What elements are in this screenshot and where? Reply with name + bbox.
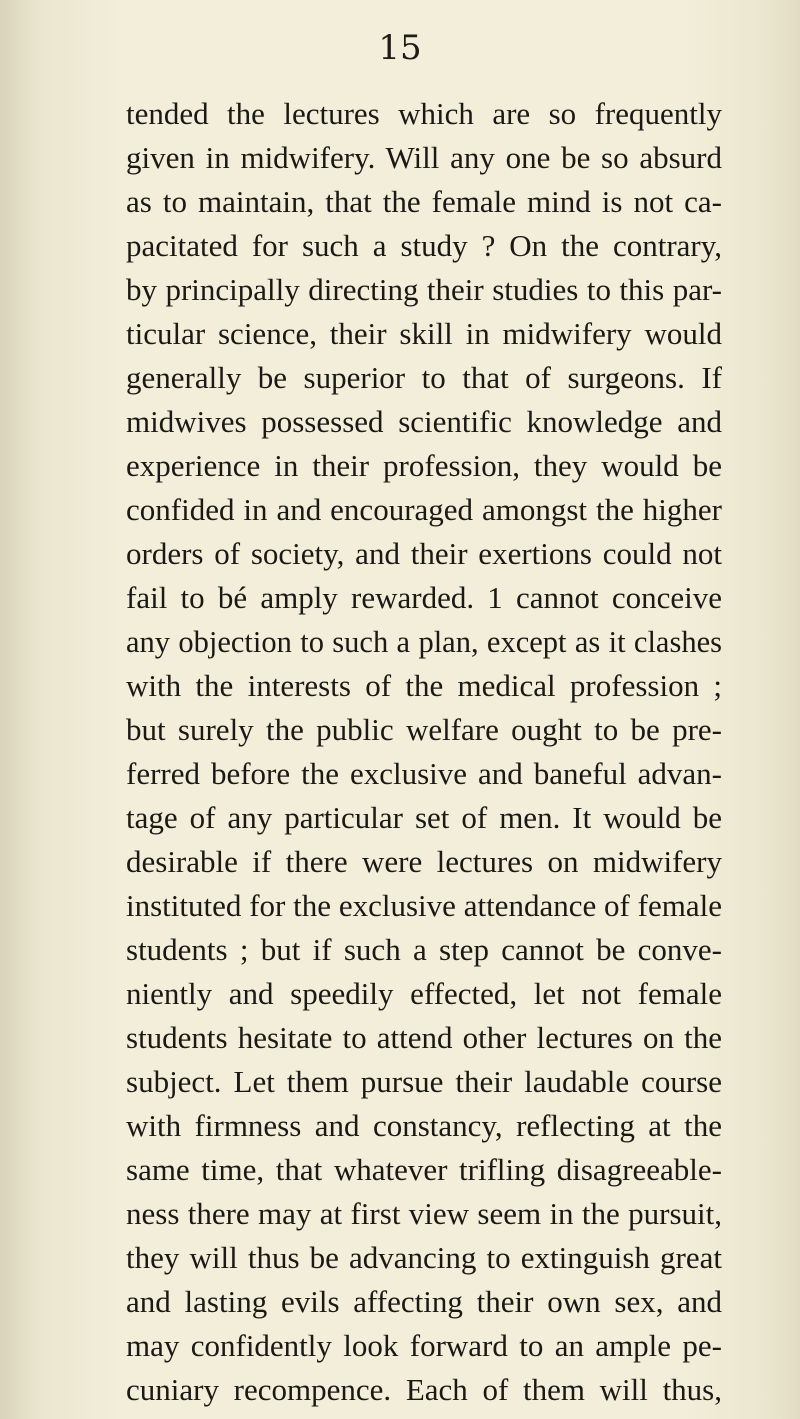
text-line: students hesitate to attend other lectures on the	[126, 1020, 722, 1055]
text-line: ticular science, their skill in midwifery would	[126, 316, 722, 351]
text-line: desirable if there were lectures on midwifery	[126, 844, 722, 879]
text-line: but surely the public welfare ought to be pre-	[126, 712, 722, 747]
text-line: with firmness and constancy, reflecting at the	[126, 1108, 722, 1143]
text-line: experience in their profession, they would be	[126, 448, 722, 483]
text-line: given in midwifery. Will any one be so absurd	[126, 140, 722, 175]
text-line: as to maintain, that the female mind is not ca-	[126, 184, 722, 219]
text-line: same time, that whatever trifling disagreeable-	[126, 1152, 722, 1187]
text-line: fail to bé amply rewarded. 1 cannot conceive	[126, 580, 722, 615]
text-line: by principally directing their studies to this par-	[126, 272, 722, 307]
text-line: instituted for the exclusive attendance of female	[126, 888, 722, 923]
text-line: orders of society, and their exertions could not	[126, 536, 722, 571]
text-line: subject. Let them pursue their laudable course	[126, 1064, 722, 1099]
text-line: ferred before the exclusive and baneful advan-	[126, 756, 722, 791]
text-line: tended the lectures which are so frequently	[126, 96, 722, 131]
text-line: may confidently look forward to an ample pe-	[126, 1328, 722, 1363]
text-line: any objection to such a plan, except as it clashes	[126, 625, 722, 659]
text-line: cuniary recompence. Each of them will thus,	[126, 1372, 722, 1407]
text-line: confided in and encouraged amongst the higher	[126, 492, 722, 527]
text-line: students ; but if such a step cannot be conve-	[126, 932, 722, 967]
text-line: ness there may at first view seem in the pursuit,	[126, 1196, 722, 1231]
text-line: midwives possessed scientific knowledge and	[126, 404, 722, 439]
text-line: pacitated for such a study ? On the contrary,	[126, 228, 722, 263]
text-line: with the interests of the medical profession ;	[126, 668, 722, 703]
body-text	[126, 92, 722, 1412]
text-line: and lasting evils affecting their own sex, and	[126, 1284, 722, 1319]
text-line: they will thus be advancing to extinguish great	[126, 1240, 722, 1275]
text-line: generally be superior to that of surgeons. If	[126, 360, 722, 395]
page-number: 15	[378, 28, 422, 68]
text-line: tage of any particular set of men. It would be	[126, 800, 722, 835]
text-line: niently and speedily effected, let not female	[126, 976, 722, 1011]
